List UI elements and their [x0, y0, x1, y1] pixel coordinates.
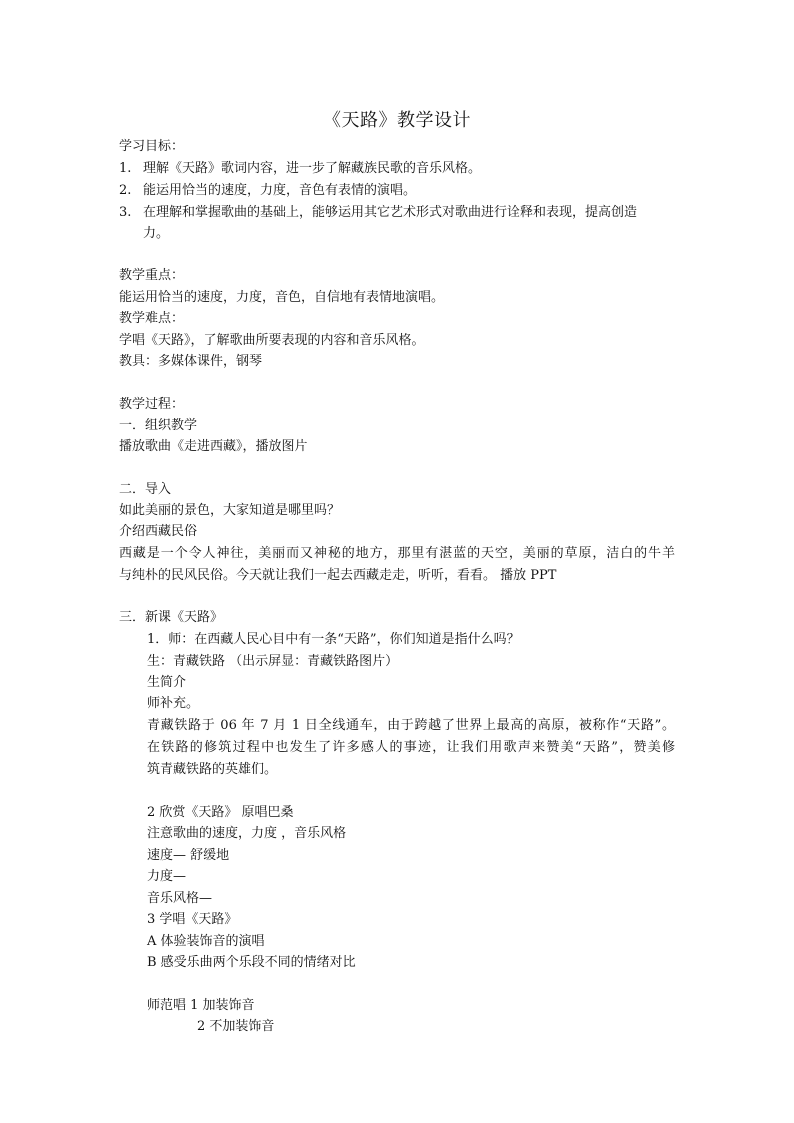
process-heading: 教学过程： [119, 397, 185, 412]
s3-dynamics: 力度— [147, 869, 187, 884]
page-title: 《天路》教学设计 [323, 110, 471, 131]
section-2-paragraph-line-2: 与纯朴的民风民俗。今天就让我们一起去西藏走走，听听，看看。 播放 PPT [119, 568, 557, 583]
section-3-heading: 三．新课《天路》 [119, 610, 224, 625]
section-2-paragraph-line-1: 西藏是一个令人神往，美丽而又神秘的地方，那里有湛蓝的天空，美丽的草原，洁白的牛羊 [119, 546, 675, 561]
s3-item-a: A 体验装饰音的演唱 [147, 934, 265, 949]
s3-paragraph-line-1: 青藏铁路于 06 年 7 月 1 日全线通车，由于跨越了世界上最高的高原，被称作“天路”。 [147, 718, 675, 733]
tools-text: 教具：多媒体课件，钢琴 [119, 354, 263, 369]
section-2-intro: 介绍西藏民俗 [119, 524, 198, 539]
goal-item-3-cont: 力。 [143, 226, 170, 241]
s3-question: 1．师：在西藏人民心目中有一条“天路”，你们知道是指什么吗？ [147, 632, 520, 647]
s3-speed: 速度— 舒缓地 [147, 848, 230, 863]
diff-heading: 教学难点： [119, 311, 185, 326]
key-text: 能运用恰当的速度，力度，音色，自信地有表情地演唱。 [119, 290, 445, 305]
goal-number: 3. [119, 205, 132, 220]
s3-demo-1: 师范唱 1 加装饰音 [147, 998, 255, 1013]
section-2-heading: 二．导入 [119, 482, 172, 497]
goal-number: 1. [119, 161, 132, 176]
section-1-heading: 一．组织教学 [119, 418, 198, 433]
goal-text: 能运用恰当的速度，力度，音色有表情的演唱。 [143, 183, 417, 198]
section-1-text: 播放歌曲《走进西藏》，播放图片 [119, 439, 308, 454]
key-heading: 教学重点： [119, 268, 185, 283]
goal-item-2 [119, 181, 416, 201]
goal-item-1 [119, 159, 481, 179]
s3-paragraph-line-3: 筑青藏铁路的英雄们。 [147, 762, 278, 777]
s3-learn: 3 学唱《天路》 [147, 912, 238, 927]
diff-text: 学唱《天路》，了解歌曲所要表现的内容和音乐风格。 [119, 333, 425, 348]
s3-item-b: B 感受乐曲两个乐段不同的情绪对比 [147, 955, 356, 970]
s3-student-intro: 生简介 [147, 675, 187, 690]
goal-text: 在理解和掌握歌曲的基础上，能够运用其它艺术形式对歌曲进行诠释和表现，提高创造 [143, 205, 638, 220]
goal-item-3 [119, 203, 637, 223]
s3-teacher-add: 师补充。 [147, 696, 200, 711]
goal-number: 2. [119, 183, 132, 198]
s3-attention: 注意歌曲的速度，力度 ，音乐风格 [147, 826, 347, 841]
s3-style: 音乐风格— [147, 891, 213, 906]
s3-appreciate: 2 欣赏《天路》 原唱巴桑 [147, 805, 294, 820]
section-2-question: 如此美丽的景色，大家知道是哪里吗？ [119, 503, 341, 518]
s3-answer: 生：青藏铁路 （出示屏显：青藏铁路图片） [147, 654, 399, 669]
goals-heading: 学习目标： [119, 139, 185, 154]
s3-paragraph-line-2: 在铁路的修筑过程中也发生了许多感人的事迹，让我们用歌声来赞美“天路”，赞美修 [147, 740, 675, 755]
s3-demo-2: 2 不加装饰音 [197, 1019, 275, 1034]
goal-text: 理解《天路》歌词内容，进一步了解藏族民歌的音乐风格。 [143, 161, 482, 176]
